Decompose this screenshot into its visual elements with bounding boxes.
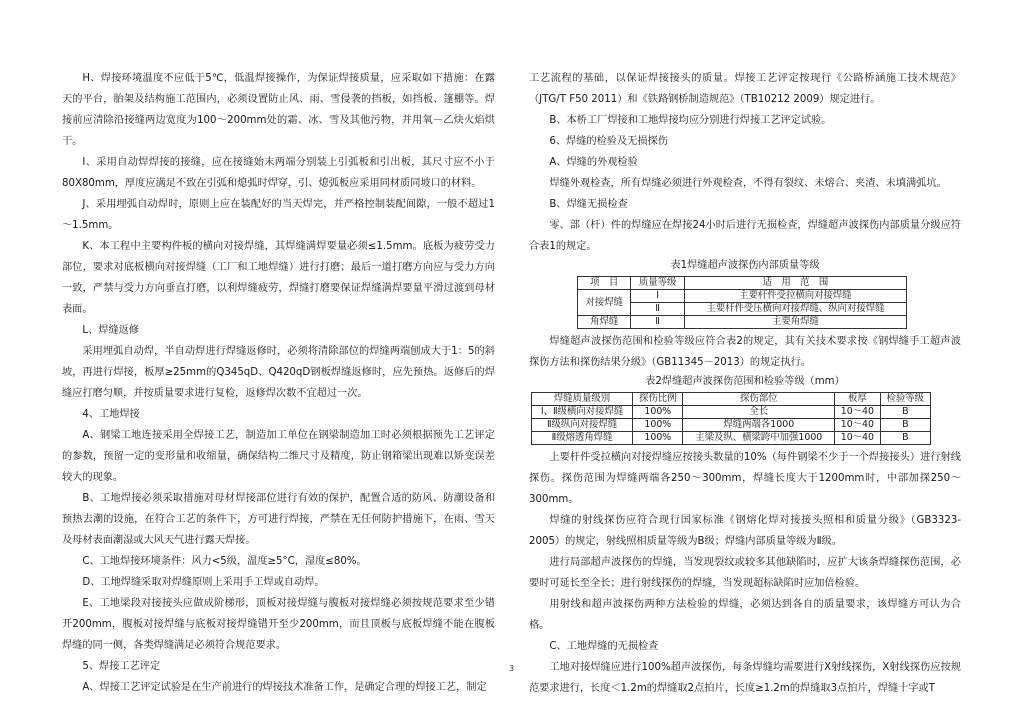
table-header-cell: 项 目 bbox=[578, 277, 631, 290]
table-header-cell: 质量等级 bbox=[631, 277, 684, 290]
table-cell: B bbox=[880, 432, 930, 445]
table-cell: 对接焊缝 bbox=[578, 290, 631, 316]
heading-visual-inspection: A、焊缝的外观检验 bbox=[549, 157, 638, 168]
table-cell: Ⅰ、Ⅱ级横向对接焊缝 bbox=[532, 406, 633, 419]
table-cell: 主要角焊缝 bbox=[684, 316, 906, 329]
paragraph-site-a: A、钢梁工地连接采用全焊接工艺，制造加工单位在钢梁制造加工时必须根据预先工艺评定的参数，预留一定的变形量和收缩量，确保结构二维尺寸及精度，防止钢箱梁出现难以矫变误差较大的现象。 bbox=[62, 430, 495, 483]
paragraph-ndt: 零、部（杆）件的焊缝应在焊接24小时后进行无损检查，焊缝超声波探伤内部质量分级应符合表1的规定。 bbox=[529, 220, 961, 252]
table-header-cell: 适 用 范 围 bbox=[684, 277, 906, 290]
paragraph-dual-method: 用射线和超声波探伤两种方法检验的焊缝，必须达到各自的质量要求，该焊缝方可认为合格。 bbox=[529, 599, 961, 631]
table-cell: B bbox=[880, 419, 930, 432]
table-cell: 10～40 bbox=[835, 432, 881, 445]
table-cell: Ⅱ bbox=[631, 303, 684, 316]
paragraph-extended-inspection: 进行局部超声波探伤的焊缝，当发现裂纹或较多其他缺陷时，应扩大该条焊缝探伤范围，必要时可延长至全长；进行射线探伤的焊缝，当发现超标缺陷时应加倍检验。 bbox=[529, 557, 961, 589]
table-header-cell: 板厚 bbox=[835, 393, 881, 406]
table-cell: 10～40 bbox=[835, 406, 881, 419]
paragraph-site-b: B、工地焊接必须采取措施对母材焊接部位进行有效的保护，配置合适的防风、防潮设备和预热去潮的设施，在符合工艺的条件下，方可进行焊接，严禁在无任何防护措施下，在雨、雪天及母材表面潮湿或大风天气进行露天焊接。 bbox=[62, 493, 495, 546]
table-cell: 主梁及纵、横梁跨中加强1000 bbox=[683, 432, 835, 445]
table-cell: 100% bbox=[633, 432, 683, 445]
table-cell: 100% bbox=[633, 406, 683, 419]
paragraph-procedure-a: A、焊接工艺评定试验是在生产前进行的焊接技术准备工作，是确定合理的焊接工艺，制定 bbox=[82, 682, 487, 693]
heading-site-ndt: C、工地焊缝的无损检查 bbox=[549, 641, 659, 652]
table-header-cell: 焊缝质量级别 bbox=[532, 393, 633, 406]
paragraph-site-e: E、工地梁段对接接头应做成阶梯形，顶板对接焊缝与腹板对接焊缝必须按规范要求至少错开200mm，腹板对接焊缝与底板对接焊缝错开至少200mm，而且顶板与底板焊缝不能在腹板焊缝的同一侧，各类焊缝满足必须符合规范要求。 bbox=[62, 598, 495, 651]
paragraph-i: I、采用自动焊焊接的接缝，应在接缝始末两端分别装上引弧板和引出板，其尺寸应不小于80X80mm，厚度应满足不致在引弧和熄弧时焊穿，引、熄弧板应采用同材质同坡口的材料。 bbox=[62, 157, 495, 189]
table-header-row bbox=[578, 277, 907, 290]
table-header-cell: 探伤比例 bbox=[633, 393, 683, 406]
table-row bbox=[532, 406, 931, 419]
paragraph-radiography: 上要杆件受拉横向对接焊缝应按接头数量的10%（每件钢梁不少于一个焊接接头）进行射线探伤。探伤范围为焊缝两端各250～300mm，焊缝长度大于1200mm时，中部加探250～300mm。 bbox=[529, 452, 961, 505]
heading-weld-repair: L、焊缝返修 bbox=[82, 325, 140, 336]
table-cell: 主要杆件受压横向对接焊缝、纵向对接焊缝 bbox=[684, 303, 906, 316]
table-row bbox=[532, 432, 931, 445]
table-cell: B bbox=[880, 406, 930, 419]
table-header-row bbox=[532, 393, 931, 406]
table1-caption: 表1焊缝超声波探伤内部质量等级 bbox=[670, 260, 820, 271]
paragraph-h: H、焊接环境温度不应低于5℃，低温焊接操作，为保证焊接质量，应采取如下措施：在露天的平台，胎架及结构施工范围内，必须设置防止风、雨、雪侵袭的挡板，如挡板、篷棚等。焊接前应清除沿接缝两边宽度为100～200mm处的霜、冰、雪及其他污物，并用氧－乙炔火焰烘干。 bbox=[62, 73, 495, 147]
table-ultrasonic-range bbox=[531, 392, 931, 445]
paragraph-procedure-b: B、本桥工厂焊接和工地焊接均应分别进行焊接工艺评定试验。 bbox=[549, 115, 832, 126]
table-cell: Ⅰ bbox=[631, 290, 684, 303]
table-row bbox=[578, 316, 907, 329]
table-header-cell: 探伤部位 bbox=[683, 393, 835, 406]
table-cell: 10～40 bbox=[835, 419, 881, 432]
table-row bbox=[532, 419, 931, 432]
table-cell: 主要杆件受拉横向对接焊缝 bbox=[684, 290, 906, 303]
heading-site-welding: 4、工地焊接 bbox=[82, 409, 140, 420]
table-cell: Ⅱ级纵向对接焊缝 bbox=[532, 419, 633, 432]
table-row bbox=[578, 290, 907, 303]
heading-procedure-qualification: 5、焊接工艺评定 bbox=[82, 661, 161, 672]
paragraph-site-d: D、工地焊缝采取对焊缝原则上采用手工焊或自动焊。 bbox=[82, 577, 325, 588]
table-cell: Ⅱ bbox=[631, 316, 684, 329]
paragraph-weld-repair: 采用埋弧自动焊，半自动焊进行焊缝返修时，必须将清除部位的焊缝两端刨成大于1：5的斜坡，再进行焊接，板厚≥25mm的Q345qD、Q420qD钢板焊缝返修时，应先预热。返修后的焊缝应打磨匀顺，并按质量要求进行复检，返修焊次数不宜超过一次。 bbox=[62, 346, 495, 399]
table-cell: 全长 bbox=[683, 406, 835, 419]
paragraph-site-ndt: 工地对接焊缝应进行100%超声波探伤，每条焊缝均需要进行X射线探伤，X射线探伤应按规范要求进行，长度＜1.2m的焊缝取2点拍片，长度≥1.2m的焊缝取3点拍片，焊缝十字或T bbox=[529, 662, 961, 694]
paragraph-ut-range: 焊缝超声波探伤范围和检验等级应符合表2的规定，其有关技术要求按《钢焊缝手工超声波探伤方法和探伤结果分级》（GB11345－2013）的规定执行。 bbox=[529, 336, 961, 368]
table-cell: 焊缝两端各1000 bbox=[683, 419, 835, 432]
heading-inspection: 6、焊缝的检验及无损探伤 bbox=[549, 136, 668, 147]
table-cell: Ⅱ级熔透角焊缝 bbox=[532, 432, 633, 445]
paragraph-k: K、本工程中主要构件板的横向对接焊缝，其焊缝满焊要量必须≤1.5mm。底板为疲劳受力部位，要求对底板横向对接焊缝（工厂和工地焊缝）进行打磨；最后一道打磨方向应与受力方向一致，严禁与受力方向垂直打磨，以利焊缝疲劳，焊缝打磨要保证焊缝满焊要量平滑过渡到母材表面。 bbox=[62, 241, 495, 315]
table-cell: 角焊缝 bbox=[578, 316, 631, 329]
paragraph-continued: 工艺流程的基础，以保证焊接接头的质量。焊接工艺评定按现行《公路桥涵施工技术规范》（JTG/T F50 2011）和《铁路钢桥制造规范》（TB10212 2009）规定进行。 bbox=[529, 73, 961, 105]
paragraph-radiography-standard: 焊缝的射线探伤应符合现行国家标准《钢熔化焊对接接头照相和质量分级》（GB3323-2005）的规定，射线照相质量等级为B级；焊缝内部质量等级为Ⅱ级。 bbox=[529, 515, 961, 547]
paragraph-j: J、采用埋弧自动焊时，原则上应在装配好的当天焊完，并严格控制装配间隙，一般不超过1～1.5mm。 bbox=[62, 199, 495, 231]
paragraph-visual-inspection: 焊缝外观检查，所有焊缝必须进行外观检查，不得有裂纹、未熔合、夹渣、未填满弧坑。 bbox=[549, 178, 947, 189]
table-header-cell: 检验等级 bbox=[880, 393, 930, 406]
heading-ndt: B、焊缝无损检查 bbox=[549, 199, 628, 210]
left-column bbox=[62, 68, 495, 698]
table-ultrasonic-quality-grades bbox=[577, 276, 907, 329]
table2-caption: 表2焊缝超声波探伤范围和检验等级（mm） bbox=[645, 376, 845, 387]
page-number: 3 bbox=[509, 664, 515, 673]
table-cell: 100% bbox=[633, 419, 683, 432]
paragraph-site-c: C、工地焊接环境条件：风力<5级，温度≥5°C，湿度≤80%。 bbox=[82, 556, 367, 567]
right-column bbox=[529, 68, 961, 699]
